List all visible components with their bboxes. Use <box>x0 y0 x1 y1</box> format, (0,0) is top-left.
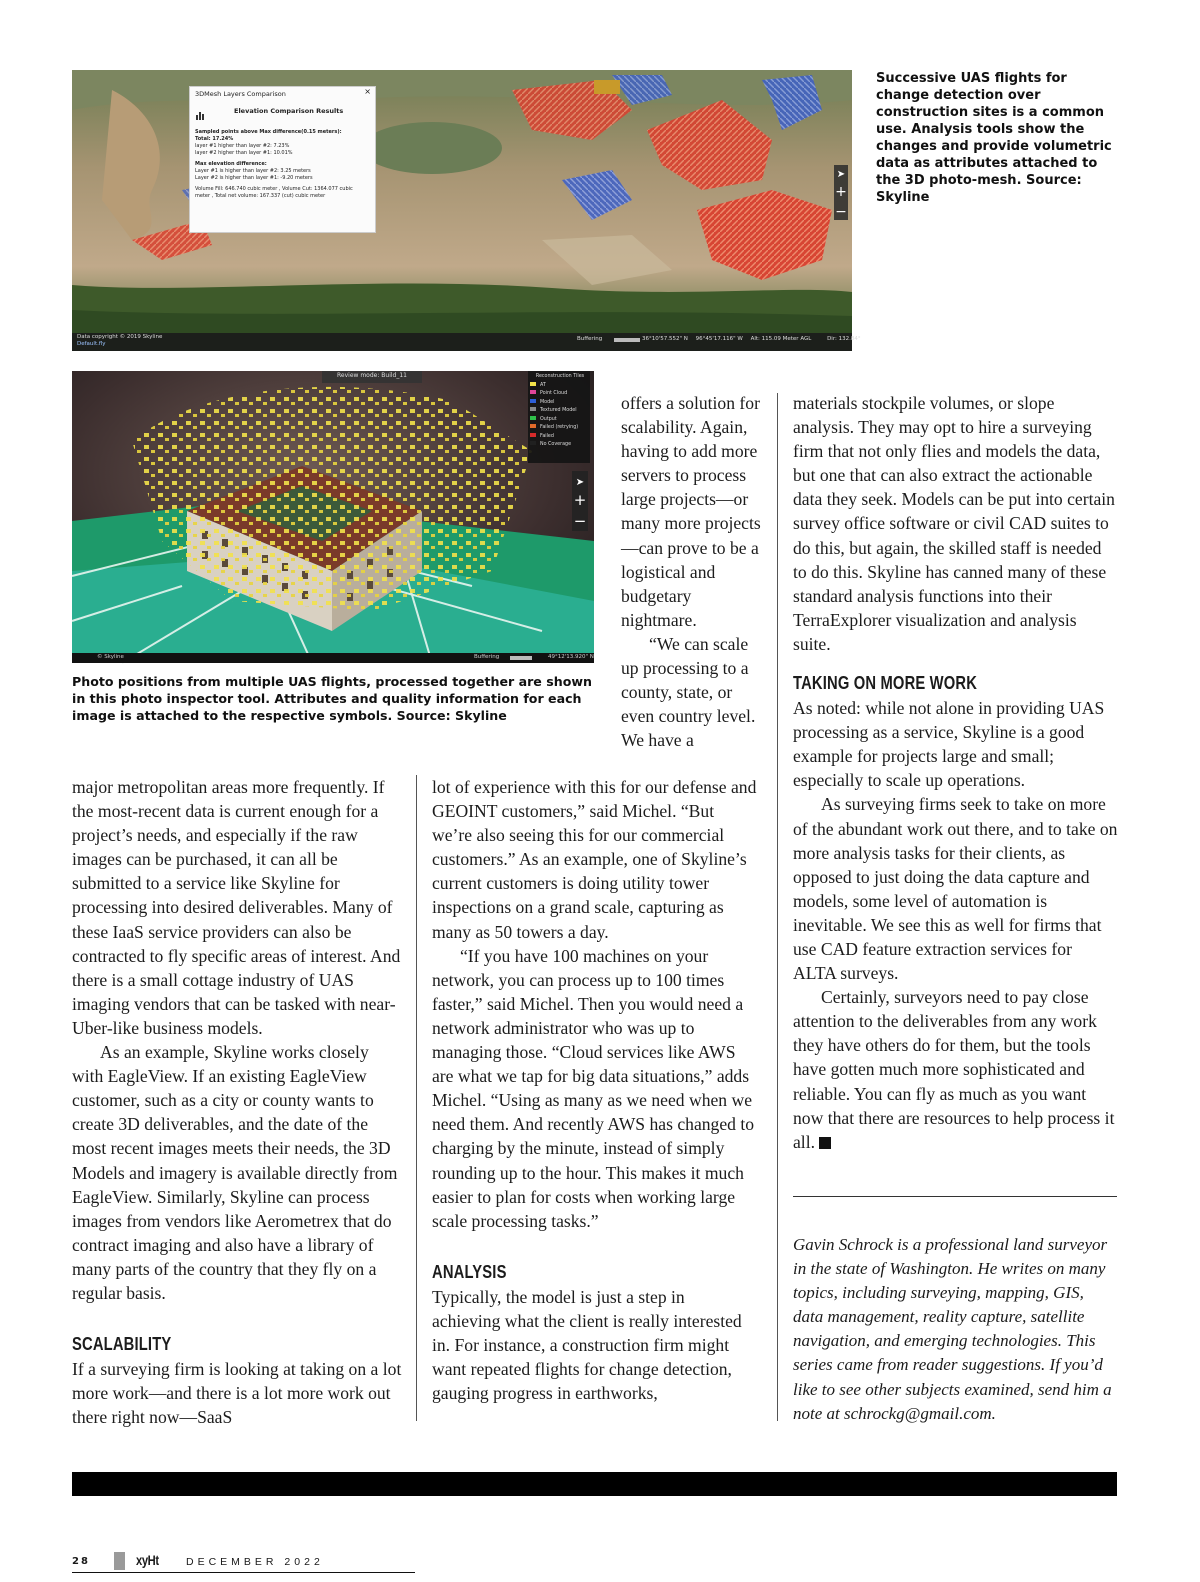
latitude-readout: 36°10'57.552" N <box>641 336 688 342</box>
svg-text:−: − <box>835 204 847 220</box>
legend-label: AT <box>540 382 546 388</box>
longitude-readout: 96°45'17.116" W <box>695 336 743 342</box>
legend-swatch <box>530 382 536 386</box>
result-line: Volume Fill: 646.740 cubic meter , Volume Cut: 1364.077 cubic <box>195 186 353 192</box>
bio-divider <box>793 1196 1117 1197</box>
close-icon[interactable]: × <box>364 87 371 96</box>
paragraph: offers a solution for scalability. Again, having to add more servers to process large projects—or many more projects—can prove to be a logistical and budgetary nightmare. <box>621 393 761 630</box>
article-column-left <box>72 775 402 1429</box>
buffering-label: Buffering <box>577 336 603 342</box>
svg-text:+: + <box>835 184 847 200</box>
result-line: layer #2 higher than layer #1: 10.01% <box>195 150 293 156</box>
column-divider <box>416 775 417 1421</box>
latitude-readout: 49°12'13.920" N <box>548 654 594 660</box>
magazine-brand: xyHt <box>136 1552 159 1568</box>
paragraph <box>793 985 1118 1154</box>
figure-change-detection <box>72 70 861 351</box>
end-mark <box>819 1137 831 1149</box>
article-column-middle <box>432 775 757 1405</box>
dialog-heading: Elevation Comparison Results <box>234 107 344 115</box>
legend-swatch <box>530 424 536 428</box>
paragraph: As noted: while not alone in providing UAS processing as a service, Skyline is a good example for projects large and small; especially to scale up operations. <box>793 698 1105 791</box>
legend-item <box>530 399 590 408</box>
figure-photo-inspector <box>72 371 594 663</box>
buffering-label: Buffering <box>474 654 500 660</box>
elevation-comparison-dialog <box>189 86 376 233</box>
article-column-right <box>793 391 1118 1154</box>
altitude-readout: Alt: 115.09 Meter AGL <box>750 336 812 342</box>
paragraph: “If you have 100 machines on your network, you can process up to 100 times faster,” said Michel. Then you would need a network administrator who was up to managing those. “Cloud services like AWS are what we tap for big data situations,” adds Michel. “Using as many as we need when we need them. And recently AWS has changed to charging by the minute, instead of simply rounding up to the hour. This makes it much easier to plan for costs when working large scale processing tasks.” <box>432 945 755 1231</box>
status-left <box>77 334 162 348</box>
paragraph: lot of experience with this for our defense and GEOINT customers,” said Michel. “But we’re also seeing this for our commercial customers.” As an example, one of Skyline’s current customers is doing utility tower inspections on a grand scale, capturing as many as 50 towers a day. <box>432 777 757 942</box>
legend-swatch <box>530 399 536 403</box>
legend-items <box>530 382 590 450</box>
figure1-caption: Successive UAS flights for change detection over construction sites is a common use. Analysis tools show the changes and provide volumetric data as attributes attached to the 3D photo-mesh. Source: Skyline <box>876 71 1112 205</box>
figure2-caption: Photo positions from multiple UAS flights, processed together are shown in this photo inspector tool. Attributes and quality information for each image is attached to the respective symbols. Source: Skyline <box>72 674 592 723</box>
paragraph: As surveying firms seek to take on more of the abundant work out there, and to take on more analysis tasks for their clients, as opposed to just doing the data capture and models, some level of automation is inevitable. We see this as well for firms that use CAD feature extraction services for ALTA surveys. <box>793 794 1118 984</box>
legend-item <box>530 416 590 425</box>
article-column-narrow <box>621 391 761 752</box>
svg-text:−: − <box>573 512 587 530</box>
result-line: layer #1 higher than layer #2: 7.23% <box>195 143 290 149</box>
default-fly-link[interactable]: Default.fly <box>77 341 106 347</box>
column-divider <box>777 393 778 1421</box>
author-bio: Gavin Schrock is a professional land surveyor in the state of Washington. He writes on many topics, including surveying, mapping, GIS, data management, reality capture, satellite navigation, and emerging technologies. This series came from reader suggestions. If you’d like to see other subjects examined, send him a note at schrockg@gmail.com. <box>793 1235 1112 1423</box>
section-heading-more-work: TAKING ON MORE WORK <box>793 673 978 694</box>
status-right <box>577 336 861 342</box>
legend-label: Model <box>540 399 555 405</box>
paragraph: If a surveying firm is looking at taking on a lot more work—and there is a lot more work out there right now—SaaS <box>72 1359 402 1428</box>
paragraph: major metropolitan areas more frequently. If the most-recent data is current enough for a project’s needs, and especially if the raw images can be purchased, it can all be submitted to a service like Skyline for processing into desired deliverables. Many of these IaaS service providers can also be contracted to fly specific areas of interest. And there is a small cottage industry of UAS imaging vendors that can be tasked with near-Uber-like business models. <box>72 777 401 1038</box>
paragraph: “We can scale up processing to a county, state, or even country level. We have a <box>621 633 756 751</box>
folio-marker <box>114 1552 125 1570</box>
paragraph: Typically, the model is just a step in achieving what the client is really interested in. For instance, a construction firm might want repeated flights for change detection, gauging progress in earthworks, <box>432 1286 742 1404</box>
legend-label: Point Cloud <box>540 391 568 396</box>
legend-swatch <box>530 441 536 445</box>
svg-text:➤: ➤ <box>836 169 846 180</box>
result-line: meter , Total net volume: 167.337 (cut) cubic meter <box>195 193 326 199</box>
dialog-results <box>195 129 353 200</box>
legend-label: No Coverage <box>540 442 572 447</box>
section-heading-scalability: SCALABILITY <box>72 1334 172 1355</box>
legend-item <box>530 433 590 442</box>
skyline-credit: © Skyline <box>97 654 124 660</box>
legend-label: Failed <box>540 433 554 439</box>
reconstruction-legend <box>530 373 590 450</box>
legend-label: Textured Model <box>540 408 577 413</box>
review-mode-label: Review mode: Build_11 <box>337 372 407 379</box>
page-number: 28 <box>72 1556 90 1567</box>
section-heading-analysis: ANALYSIS <box>432 1261 507 1282</box>
paragraph: materials stockpile volumes, or slope analysis. They may opt to hire a surveying firm that not only flies and models the data, but one that can also extract the actionable data they seek. Models can be put into certain survey office software or civil CAD suites to do this, but again, the skilled staff is needed to do this. Skyline has canned many of these standard analysis functions into their TerraExplorer visualization and analysis suite. <box>793 393 1115 654</box>
legend-label: Output <box>540 416 557 422</box>
legend-swatch <box>530 407 536 411</box>
result-line: Total: 17.24% <box>195 136 234 142</box>
folio-rule <box>72 1572 415 1573</box>
legend-swatch <box>530 416 536 420</box>
svg-text:➤: ➤ <box>575 477 585 488</box>
result-line: Layer #2 is higher than layer #1: -9.20 meters <box>195 175 313 181</box>
dialog-title: 3DMesh Layers Comparison <box>195 90 286 98</box>
footer-bar <box>72 1472 1117 1496</box>
photo-inspector-image <box>72 371 594 663</box>
result-line: Layer #1 is higher than layer #2: 3.25 meters <box>195 168 311 174</box>
legend-swatch <box>530 433 536 437</box>
legend-item <box>530 407 590 416</box>
issue-date: DECEMBER 2022 <box>186 1556 324 1568</box>
paragraph: As an example, Skyline works closely with EagleView. If an existing EagleView customer, such as a city or county wants to create 3D deliverables, and the date of the most recent images meets their needs, the 3D Models and imagery is available directly from EagleView. Similarly, Skyline can process images from vendors like Aerometrex that do contract imaging and also have a library of many parts of the country that they fly on a regular basis. <box>72 1042 398 1303</box>
legend-item <box>530 424 590 433</box>
legend-label: Failed (retrying) <box>540 425 579 430</box>
legend-swatch <box>530 390 536 394</box>
legend-item <box>530 382 590 391</box>
copyright-text: Data copyright © 2019 Skyline <box>77 334 163 340</box>
legend-title: Reconstruction Tiles <box>535 374 585 379</box>
closing-sentence: Certainly, surveyors need to pay close attention to the deliverables from any work they have others do for them, but the tools have gotten much more sophisticated and reliable. You can fly as much as you want now that there are resources to help process it all. <box>793 987 1115 1152</box>
result-line: Max elevation difference: <box>195 161 267 167</box>
direction-readout: Dir: 132.84° <box>827 336 861 342</box>
legend-item <box>530 390 590 399</box>
bar-chart-icon <box>196 105 206 115</box>
legend-item <box>530 441 590 450</box>
svg-text:+: + <box>573 491 587 509</box>
result-line: Sampled points above Max difference(0.15 meters): <box>195 129 342 135</box>
